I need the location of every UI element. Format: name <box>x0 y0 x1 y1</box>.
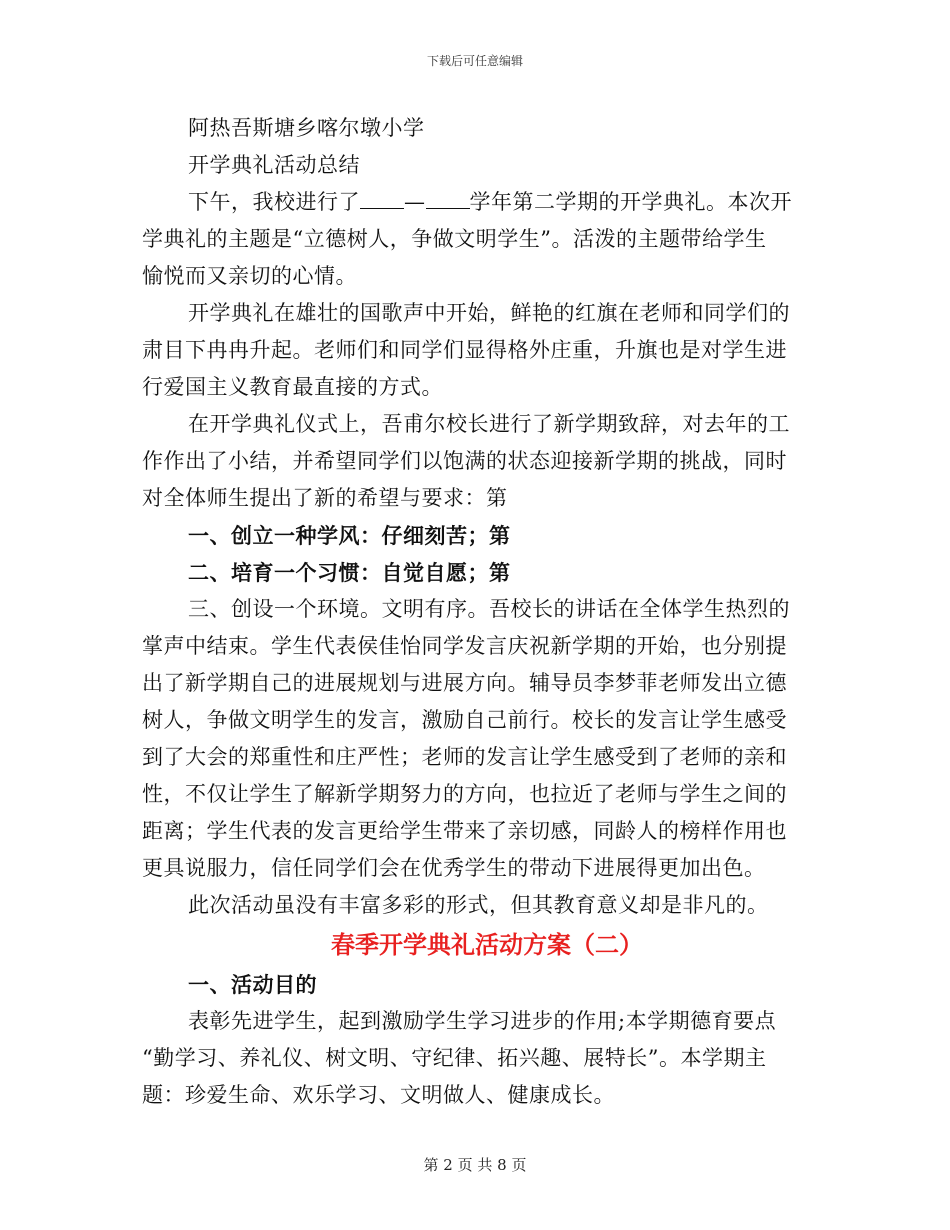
paragraph-line: 在开学典礼仪式上，吾甫尔校长进行了新学期致辞，对去年的工 <box>188 412 790 436</box>
paragraph-text: 下午，我校进行了 <box>188 190 360 214</box>
paragraph-line: 学典礼的主题是“立德树人，争做文明学生”。活泼的主题带给学生 <box>142 227 767 251</box>
paragraph-line: 题：珍爱生命、欢乐学习、文明做人、健康成长。 <box>142 1083 615 1107</box>
paragraph-line: 表彰先进学生，起到激励学生学习进步的作用;本学期德育要点 <box>188 1009 777 1033</box>
school-name: 阿热吾斯塘乡喀尔墩小学 <box>188 116 425 140</box>
paragraph-line: 愉悦而又亲切的心情。 <box>142 264 357 288</box>
paragraph-line: “勤学习、养礼仪、树文明、守纪律、拓兴趣、展特长”。本学期主 <box>142 1046 767 1070</box>
header-note: 下载后可任意编辑 <box>426 54 523 68</box>
paragraph-line: 距离；学生代表的发言更给学生带来了亲切感，同龄人的榜样作用也 <box>142 819 787 843</box>
paragraph-line: 开学典礼在雄壮的国歌声中开始，鲜艳的红旗在老师和同学们的 <box>188 301 790 325</box>
paragraph-line: 更具说服力，信任同学们会在优秀学生的带动下进展得更加出色。 <box>142 856 766 880</box>
paragraph-line: 行爱国主义教育最直接的方式。 <box>142 375 443 399</box>
paragraph-line: 此次活动虽没有丰富多彩的形式，但其教育意义却是非凡的。 <box>188 893 769 917</box>
paragraph-line: 树人，争做文明学生的发言，激励自己前行。校长的发言让学生感受 <box>142 708 787 732</box>
paragraph-line: 作作出了小结，并希望同学们以饱满的状态迎接新学期的挑战，同时 <box>142 449 787 473</box>
dash: — <box>404 190 426 214</box>
sub-heading: 一、活动目的 <box>188 972 317 997</box>
document-title: 开学典礼活动总结 <box>188 153 360 177</box>
section-title: 春季开学典礼活动方案（二） <box>331 930 643 959</box>
paragraph-line: 性，不仅让学生了解新学期努力的方向，也拉近了老师与学生之间的 <box>142 782 787 806</box>
paragraph-line: 三、创设一个环境。文明有序。吾校长的讲话在全体学生热烈的 <box>188 597 790 621</box>
paragraph-line: 对全体师生提出了新的希望与要求：第 <box>142 486 508 510</box>
page-number: 第 2 页 共 8 页 <box>423 1156 527 1174</box>
fill-blank <box>426 187 470 209</box>
document-body <box>142 110 802 1114</box>
paragraph-line: 出了新学期自己的进展规划与进展方向。辅导员李梦菲老师发出立德 <box>142 671 787 695</box>
paragraph-line <box>142 184 802 221</box>
list-item-1: 一、创立一种学风：仔细刻苦；第 <box>188 523 511 548</box>
paragraph-line: 肃目下冉冉升起。老师们和同学们显得格外庄重，升旗也是对学生进 <box>142 338 787 362</box>
paragraph-text: 学年第二学期的开学典礼。本次开 <box>469 190 792 214</box>
fill-blank <box>360 187 404 209</box>
paragraph-line: 到了大会的郑重性和庄严性；老师的发言让学生感受到了老师的亲和 <box>142 745 787 769</box>
paragraph-line: 掌声中结束。学生代表侯佳怡同学发言庆祝新学期的开始，也分别提 <box>142 634 787 658</box>
list-item-2: 二、培育一个习惯：自觉自愿；第 <box>188 560 511 585</box>
